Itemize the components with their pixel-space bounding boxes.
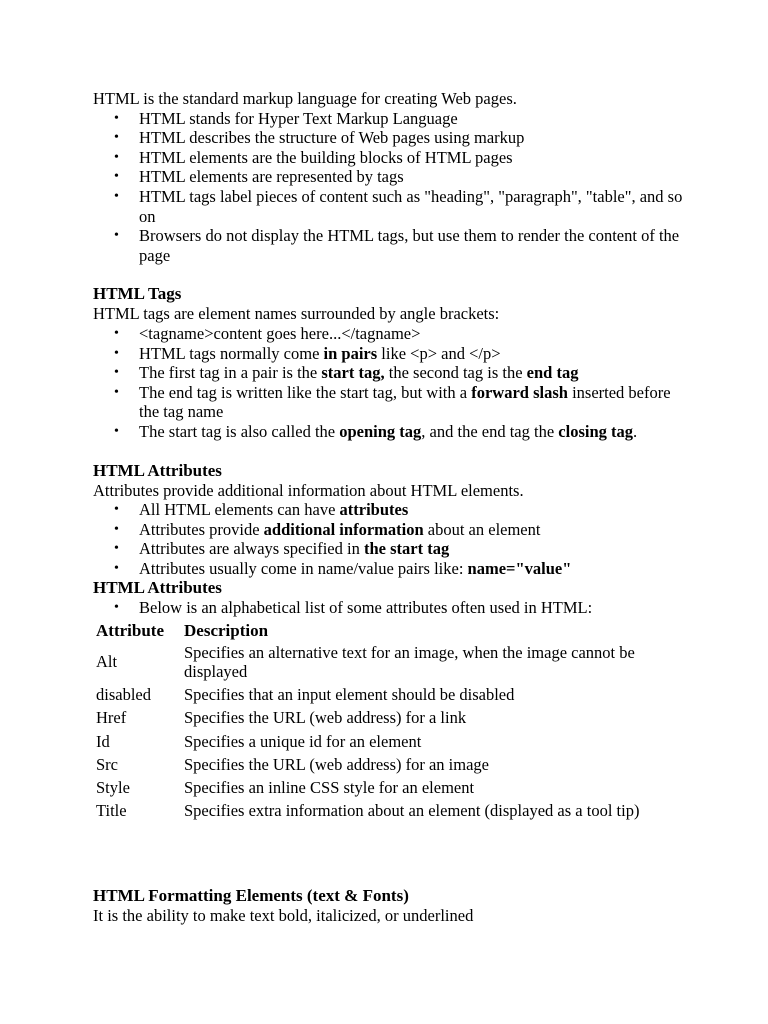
bold-text: attributes [339, 500, 409, 520]
table-header-row [93, 621, 684, 643]
text-run: about an element [423, 519, 541, 539]
text-run: inserted before the tag name [139, 382, 671, 422]
table-cell-description: Specifies a unique id for an element [184, 731, 422, 751]
text-run: Attributes are always specified in [139, 539, 364, 559]
list-item: • <tagname>content goes here...</tagname> [93, 324, 693, 344]
list-item [93, 500, 693, 520]
attributes-list-bullet [93, 598, 693, 618]
table-row [93, 685, 684, 708]
section-heading-formatting: HTML Formatting Elements (text & Fonts) [93, 885, 409, 905]
text-run: Attributes provide [139, 519, 264, 539]
text-run: like <p> and </p> [377, 343, 501, 363]
list-item: • HTML describes the structure of Web pages using markup [93, 128, 693, 148]
list-item: • HTML tags label pieces of content such as "heading", "paragraph", "table", and so on [93, 187, 693, 226]
bold-text: in pairs [323, 343, 378, 363]
attributes-table [93, 621, 684, 824]
table-row [93, 643, 684, 686]
table-cell-description: Specifies the URL (web address) for a link [184, 708, 467, 728]
intro-bullet-list [93, 109, 693, 266]
table-row [93, 732, 684, 755]
table-row [93, 755, 684, 778]
list-item: • Browsers do not display the HTML tags, but use them to render the content of the page [93, 226, 693, 265]
text-run: All HTML elements can have [139, 500, 340, 520]
table-cell-attribute: Id [96, 731, 110, 751]
text-run: The end tag is written like the start tag, but with a [139, 382, 472, 402]
table-cell-description: Specifies extra information about an element (displayed as a tool tip) [184, 800, 640, 820]
list-item [93, 422, 693, 442]
text-run: . [633, 421, 638, 441]
table-cell-description: Specifies that an input element should be disabled [184, 685, 515, 705]
tags-bullet-list [93, 324, 693, 442]
list-item [93, 363, 693, 383]
text-run: HTML tags normally come [139, 343, 324, 363]
table-cell-description: Specifies an alternative text for an image, when the image cannot be displayed [184, 642, 635, 682]
bold-text: additional information [263, 519, 424, 539]
attributes-bullet-list [93, 500, 693, 578]
list-item: • HTML elements are the building blocks of HTML pages [93, 148, 693, 168]
text-run: Attributes usually come in name/value pairs like: [139, 558, 468, 578]
table-cell-attribute: Href [96, 708, 127, 728]
formatting-intro-text: It is the ability to make text bold, italicized, or underlined [93, 905, 474, 925]
section-heading-html-tags: HTML Tags [93, 284, 182, 304]
table-cell-attribute: Style [96, 777, 130, 797]
table-row [93, 778, 684, 801]
text-run: the second tag is the [384, 363, 527, 383]
bold-text: the start tag [363, 539, 450, 559]
bold-text: closing tag [558, 421, 634, 441]
list-item [93, 559, 693, 579]
table-cell-description: Specifies the URL (web address) for an image [184, 754, 489, 774]
list-item [93, 539, 693, 559]
table-cell-attribute: Title [96, 800, 127, 820]
column-header-description: Description [184, 621, 269, 641]
bold-text: opening tag [339, 421, 422, 441]
bold-text: end tag [526, 363, 579, 383]
list-item [93, 344, 693, 364]
section-heading-html-attributes-list: HTML Attributes [93, 578, 222, 598]
list-item: • HTML elements are represented by tags [93, 167, 693, 187]
bold-text: name="value" [467, 558, 572, 578]
list-item: • HTML stands for Hyper Text Markup Language [93, 109, 693, 129]
table-row [93, 801, 684, 824]
bold-text: forward slash [471, 382, 568, 402]
table-cell-attribute: disabled [96, 685, 151, 705]
document-page [93, 89, 693, 926]
attributes-intro-text: Attributes provide additional information about HTML elements. [93, 480, 524, 500]
column-header-attribute: Attribute [96, 621, 164, 641]
table-cell-attribute: Src [96, 754, 118, 774]
tags-intro-text: HTML tags are element names surrounded by angle brackets: [93, 304, 500, 324]
text-run: The first tag in a pair is the [139, 363, 322, 383]
table-cell-description: Specifies an inline CSS style for an element [184, 777, 475, 797]
list-item: • Below is an alphabetical list of some attributes often used in HTML: [93, 598, 693, 618]
table-row [93, 708, 684, 731]
section-heading-html-attributes: HTML Attributes [93, 460, 222, 480]
text-run: , and the end tag the [421, 421, 559, 441]
intro-text: HTML is the standard markup language for creating Web pages. [93, 89, 517, 108]
list-item [93, 383, 693, 422]
table-cell-attribute: Alt [96, 651, 118, 671]
bold-text: start tag, [321, 363, 385, 383]
text-run: The start tag is also called the [139, 421, 340, 441]
list-item [93, 520, 693, 540]
